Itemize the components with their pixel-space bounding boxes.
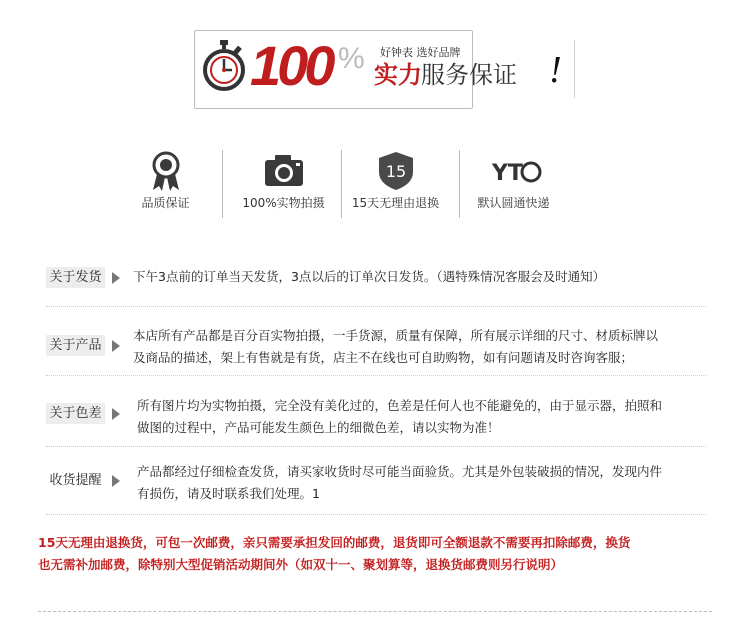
return-policy-note xyxy=(38,532,728,576)
description-line: 做图的过程中，产品可能发生颜色上的细微色差，请以实物为准！ xyxy=(137,420,500,435)
product-description xyxy=(133,325,658,369)
description-line: 有损伤，请及时联系我们处理。1 xyxy=(137,486,320,501)
medal-icon xyxy=(143,150,189,192)
banner-small-slogan: 好钟表 选好品牌 xyxy=(380,46,461,59)
arrow-right-icon xyxy=(112,340,120,352)
feature-divider xyxy=(222,150,223,218)
tag-color-difference: 关于色差 xyxy=(46,403,105,424)
tag-receipt-reminder: 收货提醒 xyxy=(49,473,102,488)
description-line: 下午3点前的订单当天发货，3点以后的订单次日发货。（遇特殊情况客服会及时通知） xyxy=(133,269,606,284)
receipt-description xyxy=(137,461,662,505)
row-divider xyxy=(46,446,706,447)
note-line: 15天无理由退换货，可包一次邮费，亲只需要承担发回的邮费，退货即可全额退款不需要再扣除邮费，换货 xyxy=(38,535,631,550)
banner-strong-text: 实力 xyxy=(374,61,422,89)
hundred-percent-number: 100 xyxy=(250,34,332,97)
note-line: 也无需补加邮费，除特别大型促销活动期间外（如双十一、聚划算等，退换货邮费则另行说明） xyxy=(38,557,564,572)
percent-sign: % xyxy=(338,42,365,75)
description-line: 所有图片均为实物拍摄，完全没有美化过的，色差是任何人也不能避免的，由于显示器，拍照和 xyxy=(137,398,663,413)
banner-service-text: 服务保证 xyxy=(421,61,517,89)
stopwatch-icon xyxy=(202,38,246,94)
arrow-right-icon xyxy=(112,408,120,420)
bottom-divider xyxy=(38,611,712,612)
feature-quality xyxy=(108,150,223,218)
tag-shipping: 关于发货 xyxy=(46,267,105,288)
shield-15-icon xyxy=(373,150,419,192)
row-divider xyxy=(46,306,706,307)
description-line: 本店所有产品都是百分百实物拍摄，一手货源，质量有保障，所有展示详细的尺寸、材质标牌以 xyxy=(133,328,659,343)
arrow-right-icon xyxy=(112,475,120,487)
tag-product: 关于产品 xyxy=(46,335,105,356)
feature-return xyxy=(338,150,453,218)
svg-text:YT: YT xyxy=(491,161,523,186)
arrow-right-icon xyxy=(112,272,120,284)
feature-express xyxy=(456,150,571,218)
description-line: 产品都经过仔细检查发货，请买家收货时尽可能当面验货。尤其是外包装破损的情况，发现内件 xyxy=(137,464,663,479)
feature-label: 品质保证 xyxy=(141,196,190,210)
camera-icon xyxy=(261,150,307,192)
feature-label: 默认圆通快递 xyxy=(477,196,550,210)
svg-text:15: 15 xyxy=(385,162,406,181)
row-divider xyxy=(46,375,706,376)
color-description xyxy=(137,395,662,439)
description-line: 及商品的描述，架上有售就是有货，店主不在线也可自助购物，如有问题请及时咨询客服； xyxy=(133,350,634,365)
shipping-description xyxy=(133,266,605,288)
row-divider xyxy=(46,514,706,515)
feature-label: 100%实物拍摄 xyxy=(242,196,325,210)
banner-exclamation: ! xyxy=(549,49,562,91)
feature-label: 15天无理由退换 xyxy=(351,196,440,210)
feature-real-photo xyxy=(226,150,341,218)
yto-logo-icon xyxy=(486,150,542,192)
